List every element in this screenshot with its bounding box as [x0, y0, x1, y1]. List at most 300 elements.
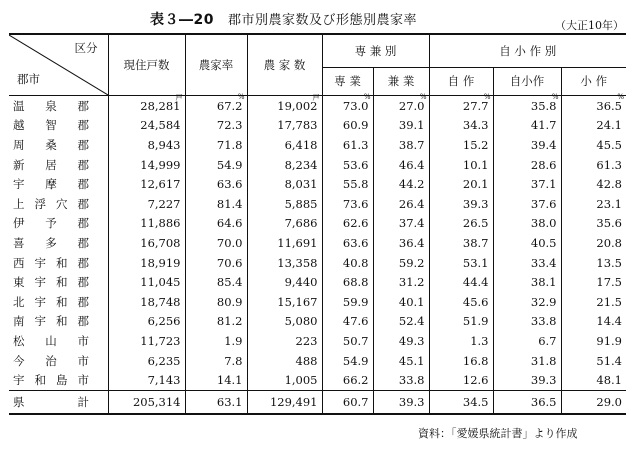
- cell-owner-tenant: [493, 93, 561, 116]
- farm-household-table: [9, 33, 626, 415]
- cell-value: 6,235: [147, 353, 181, 368]
- total-row: [9, 390, 626, 414]
- cell-parttime: [373, 135, 429, 155]
- cell-value: 61.3: [342, 137, 369, 152]
- cell-value: 12,617: [140, 177, 181, 192]
- table-row: [9, 292, 626, 312]
- cell-value: 62.6: [342, 216, 369, 231]
- cell-owner: [429, 116, 493, 136]
- cell-owner: [429, 292, 493, 312]
- cell-value: 6,418: [284, 137, 318, 152]
- cell-parttime: [373, 174, 429, 194]
- cell-value: 8,234: [284, 157, 318, 172]
- cell-owner: [429, 135, 493, 155]
- region-name: 伊予郡: [13, 216, 89, 231]
- cell-tenant: [561, 135, 626, 155]
- cell-tenant: [561, 272, 626, 292]
- cell-value: 6,256: [147, 314, 181, 329]
- cell-households: [108, 370, 185, 390]
- cell-value: 52.4: [398, 314, 425, 329]
- cell-value: 7,143: [147, 373, 181, 388]
- cell-tenant: [561, 312, 626, 332]
- region-name-cell: [9, 390, 108, 414]
- cell-value: 205,314: [132, 394, 181, 409]
- region-name-cell: [9, 155, 108, 175]
- cell-owner-tenant: [493, 292, 561, 312]
- cell-tenant: [561, 174, 626, 194]
- cell-value: 37.6: [530, 196, 557, 211]
- region-name: 北宇和郡: [13, 294, 89, 309]
- cell-farm-rate: [185, 135, 247, 155]
- cell-owner-tenant: [493, 233, 561, 253]
- cell-farm-rate: [185, 272, 247, 292]
- cell-value: 14.1: [216, 373, 243, 388]
- cell-value: 8,031: [284, 177, 318, 192]
- corner-bottom-label: 郡市: [17, 72, 40, 86]
- cell-value: 17.5: [596, 275, 622, 290]
- cell-value: 14,999: [140, 157, 181, 172]
- cell-owner: [429, 174, 493, 194]
- cell-value: 31.8: [530, 353, 557, 368]
- unit-label: %: [551, 93, 559, 101]
- cell-fulltime: [322, 272, 373, 292]
- cell-value: 5,885: [284, 196, 318, 211]
- cell-value: 15.2: [462, 137, 489, 152]
- cell-households: [108, 331, 185, 351]
- cell-value: 7,686: [284, 216, 318, 231]
- cell-tenant: [561, 253, 626, 273]
- region-name-cell: [9, 370, 108, 390]
- cell-value: 81.4: [216, 196, 243, 211]
- cell-value: 11,045: [140, 275, 181, 290]
- unit-label: %: [237, 93, 245, 101]
- cell-fulltime: [322, 214, 373, 234]
- cell-parttime: [373, 93, 429, 116]
- unit-label: 戸: [175, 94, 183, 102]
- cell-value: 59.2: [398, 255, 425, 270]
- cell-farm-count: [247, 292, 322, 312]
- cell-owner: [429, 331, 493, 351]
- cell-value: 81.2: [216, 314, 243, 329]
- table-row: [9, 331, 626, 351]
- cell-fulltime: [322, 331, 373, 351]
- cell-value: 73.6: [342, 196, 369, 211]
- header-fulltime: 専 業: [322, 67, 373, 95]
- region-name-cell: [9, 96, 108, 116]
- cell-value: 24,584: [140, 118, 181, 133]
- cell-farm-count: [247, 155, 322, 175]
- cell-fulltime: [322, 390, 373, 414]
- region-name: 松山市: [13, 333, 89, 348]
- cell-value: 33.8: [398, 373, 425, 388]
- cell-tenant: [561, 155, 626, 175]
- cell-value: 23.1: [596, 196, 622, 211]
- cell-fulltime: [322, 116, 373, 136]
- cell-value: 40.5: [530, 235, 557, 250]
- header-group-fulltime: 専 兼 別: [322, 34, 429, 67]
- cell-value: 39.3: [398, 394, 425, 409]
- region-name-cell: [9, 233, 108, 253]
- cell-owner: [429, 93, 493, 116]
- corner-header-cell: [9, 34, 108, 96]
- region-name-cell: [9, 292, 108, 312]
- cell-value: 18,919: [140, 255, 181, 270]
- cell-farm-rate: [185, 116, 247, 136]
- cell-farm-rate: [185, 174, 247, 194]
- cell-value: 53.1: [462, 255, 489, 270]
- cell-value: 64.6: [216, 216, 243, 231]
- cell-value: 35.6: [596, 216, 622, 231]
- cell-value: 7.8: [224, 353, 243, 368]
- cell-value: 67.2: [216, 98, 243, 113]
- cell-value: 70.0: [216, 235, 243, 250]
- cell-parttime: [373, 233, 429, 253]
- cell-tenant: [561, 93, 626, 116]
- cell-value: 38.7: [398, 137, 425, 152]
- table-row: [9, 96, 626, 116]
- header-households: 現住戸数: [108, 34, 185, 96]
- cell-owner: [429, 312, 493, 332]
- cell-households: [108, 174, 185, 194]
- cell-farm-count: [247, 96, 322, 116]
- cell-parttime: [373, 312, 429, 332]
- cell-farm-count: [247, 370, 322, 390]
- region-name: 宇摩郡: [13, 177, 89, 192]
- header-farm-rate: 農家率: [185, 34, 247, 96]
- cell-value: 47.6: [342, 314, 369, 329]
- header-owner-tenant: 自小作: [493, 67, 561, 95]
- cell-value: 38.0: [530, 216, 557, 231]
- unit-label: %: [363, 93, 371, 101]
- cell-farm-count: [247, 351, 322, 371]
- cell-fulltime: [322, 194, 373, 214]
- cell-value: 51.9: [462, 314, 489, 329]
- cell-value: 20.8: [596, 235, 622, 250]
- cell-value: 60.9: [342, 118, 369, 133]
- cell-value: 28.6: [530, 157, 557, 172]
- region-name: 東宇和郡: [13, 275, 89, 290]
- table-row: [9, 351, 626, 371]
- region-name: 越智郡: [13, 118, 89, 133]
- region-name-cell: [9, 253, 108, 273]
- cell-tenant: [561, 370, 626, 390]
- cell-owner-tenant: [493, 331, 561, 351]
- cell-value: 27.0: [398, 98, 425, 113]
- cell-farm-count: [247, 174, 322, 194]
- table-row: [9, 194, 626, 214]
- cell-fulltime: [322, 233, 373, 253]
- cell-value: 49.3: [398, 333, 425, 348]
- cell-value: 37.1: [530, 177, 557, 192]
- cell-value: 6.7: [538, 333, 557, 348]
- cell-owner-tenant: [493, 214, 561, 234]
- cell-value: 11,691: [277, 235, 318, 250]
- cell-farm-rate: [185, 155, 247, 175]
- unit-label: %: [617, 93, 624, 101]
- cell-households: [108, 292, 185, 312]
- era-note: （大正10年）: [555, 19, 624, 32]
- cell-fulltime: [322, 93, 373, 116]
- cell-owner-tenant: [493, 351, 561, 371]
- cell-value: 66.2: [342, 373, 369, 388]
- table-row: [9, 116, 626, 136]
- cell-value: 48.1: [596, 373, 622, 388]
- cell-value: 39.3: [462, 196, 489, 211]
- cell-owner: [429, 272, 493, 292]
- cell-value: 45.1: [398, 353, 425, 368]
- cell-farm-rate: [185, 390, 247, 414]
- cell-value: 46.4: [398, 157, 425, 172]
- table-row: [9, 155, 626, 175]
- cell-value: 1.3: [470, 333, 489, 348]
- cell-owner-tenant: [493, 135, 561, 155]
- cell-owner: [429, 233, 493, 253]
- cell-households: [108, 155, 185, 175]
- cell-farm-rate: [185, 214, 247, 234]
- cell-owner: [429, 194, 493, 214]
- cell-value: 38.7: [462, 235, 489, 250]
- table-number: 表３―20: [150, 12, 214, 28]
- region-name: 喜多郡: [13, 235, 89, 250]
- cell-value: 14.4: [596, 314, 622, 329]
- cell-fulltime: [322, 351, 373, 371]
- cell-value: 36.5: [530, 394, 557, 409]
- cell-value: 55.8: [342, 177, 369, 192]
- cell-value: 12.6: [462, 373, 489, 388]
- cell-value: 26.4: [398, 196, 425, 211]
- region-name: 温泉郡: [13, 98, 89, 113]
- cell-value: 1.9: [224, 333, 243, 348]
- cell-value: 45.5: [596, 137, 622, 152]
- table-row: [9, 135, 626, 155]
- cell-owner: [429, 253, 493, 273]
- cell-farm-count: [247, 135, 322, 155]
- cell-value: 41.7: [530, 118, 557, 133]
- cell-fulltime: [322, 174, 373, 194]
- cell-value: 28,281: [140, 98, 181, 113]
- cell-value: 36.4: [398, 235, 425, 250]
- cell-value: 15,167: [277, 294, 318, 309]
- table-body: [9, 93, 626, 414]
- cell-value: 91.9: [596, 333, 622, 348]
- region-name-cell: [9, 312, 108, 332]
- cell-value: 63.6: [342, 235, 369, 250]
- header-tenant: 小 作: [561, 67, 626, 95]
- cell-value: 63.6: [216, 177, 243, 192]
- cell-value: 61.3: [596, 157, 622, 172]
- cell-farm-rate: [185, 331, 247, 351]
- cell-value: 33.8: [530, 314, 557, 329]
- cell-value: 223: [295, 333, 318, 348]
- unit-label: %: [419, 93, 427, 101]
- cell-owner-tenant: [493, 390, 561, 414]
- region-name: 周桑郡: [13, 137, 89, 152]
- table-row: [9, 272, 626, 292]
- cell-tenant: [561, 292, 626, 312]
- cell-value: 44.4: [462, 275, 489, 290]
- cell-value: 17,783: [277, 118, 318, 133]
- cell-value: 13,358: [277, 255, 318, 270]
- cell-value: 59.9: [342, 294, 369, 309]
- cell-value: 68.8: [342, 275, 369, 290]
- cell-value: 32.9: [530, 294, 557, 309]
- source-note: 資料：「愛媛県統計書」より作成: [418, 427, 578, 440]
- cell-tenant: [561, 233, 626, 253]
- table-caption: 郡市別農家数及び形態別農家率: [227, 13, 417, 28]
- cell-value: 51.4: [596, 353, 622, 368]
- cell-parttime: [373, 331, 429, 351]
- cell-parttime: [373, 253, 429, 273]
- table-row: [9, 312, 626, 332]
- cell-value: 26.5: [462, 216, 489, 231]
- cell-value: 1,005: [284, 373, 318, 388]
- table-row: [9, 174, 626, 194]
- cell-fulltime: [322, 292, 373, 312]
- cell-value: 16.8: [462, 353, 489, 368]
- region-name: 南宇和郡: [13, 314, 89, 329]
- cell-value: 53.6: [342, 157, 369, 172]
- cell-value: 36.5: [596, 98, 622, 113]
- cell-value: 34.5: [462, 394, 489, 409]
- cell-owner-tenant: [493, 116, 561, 136]
- cell-farm-count: [247, 194, 322, 214]
- cell-farm-rate: [185, 370, 247, 390]
- cell-value: 31.2: [398, 275, 425, 290]
- cell-owner: [429, 390, 493, 414]
- header-group-tenure: 自 小 作 別: [429, 34, 626, 67]
- cell-farm-rate: [185, 292, 247, 312]
- cell-value: 21.5: [596, 294, 622, 309]
- cell-farm-count: [247, 312, 322, 332]
- cell-value: 85.4: [216, 275, 243, 290]
- cell-farm-rate: [185, 351, 247, 371]
- cell-value: 18,748: [140, 294, 181, 309]
- cell-parttime: [373, 370, 429, 390]
- cell-tenant: [561, 194, 626, 214]
- cell-value: 60.7: [342, 394, 369, 409]
- cell-fulltime: [322, 155, 373, 175]
- cell-parttime: [373, 194, 429, 214]
- table-title: [150, 9, 417, 29]
- cell-tenant: [561, 351, 626, 371]
- cell-owner: [429, 351, 493, 371]
- cell-value: 10.1: [462, 157, 489, 172]
- cell-value: 5,080: [284, 314, 318, 329]
- cell-value: 71.8: [216, 137, 243, 152]
- region-name: 宇和島市: [13, 373, 89, 388]
- cell-value: 488: [295, 353, 318, 368]
- cell-value: 40.1: [398, 294, 425, 309]
- cell-value: 7,227: [147, 196, 181, 211]
- cell-value: 19,002: [277, 98, 318, 113]
- cell-farm-count: [247, 233, 322, 253]
- cell-parttime: [373, 155, 429, 175]
- cell-value: 33.4: [530, 255, 557, 270]
- cell-value: 9,440: [284, 275, 318, 290]
- cell-value: 42.8: [596, 177, 622, 192]
- region-name: 西宇和郡: [13, 255, 89, 270]
- cell-households: [108, 272, 185, 292]
- cell-households: [108, 233, 185, 253]
- cell-owner-tenant: [493, 312, 561, 332]
- cell-owner-tenant: [493, 253, 561, 273]
- region-name-cell: [9, 194, 108, 214]
- cell-value: 63.1: [216, 394, 243, 409]
- cell-value: 29.0: [596, 394, 622, 409]
- cell-parttime: [373, 272, 429, 292]
- cell-value: 129,491: [269, 394, 318, 409]
- cell-value: 16,708: [140, 235, 181, 250]
- cell-households: [108, 253, 185, 273]
- cell-value: 50.7: [342, 333, 369, 348]
- region-name: 県 計: [13, 394, 89, 409]
- cell-households: [108, 96, 185, 116]
- cell-households: [108, 194, 185, 214]
- cell-value: 11,723: [140, 333, 181, 348]
- cell-value: 39.3: [530, 373, 557, 388]
- cell-fulltime: [322, 370, 373, 390]
- region-name-cell: [9, 331, 108, 351]
- cell-owner: [429, 155, 493, 175]
- cell-value: 27.7: [462, 98, 489, 113]
- cell-parttime: [373, 292, 429, 312]
- cell-households: [108, 351, 185, 371]
- cell-value: 20.1: [462, 177, 489, 192]
- cell-farm-count: [247, 253, 322, 273]
- table-row: [9, 370, 626, 390]
- unit-label: 戸: [312, 94, 320, 102]
- cell-value: 45.6: [462, 294, 489, 309]
- cell-tenant: [561, 214, 626, 234]
- cell-value: 54.9: [216, 157, 243, 172]
- cell-tenant: [561, 331, 626, 351]
- cell-value: 44.2: [398, 177, 425, 192]
- table-row: [9, 233, 626, 253]
- cell-farm-rate: [185, 233, 247, 253]
- cell-parttime: [373, 351, 429, 371]
- cell-value: 39.1: [398, 118, 425, 133]
- header-owner: 自 作: [429, 67, 493, 95]
- cell-farm-rate: [185, 93, 247, 116]
- cell-farm-count: [247, 116, 322, 136]
- cell-farm-rate: [185, 312, 247, 332]
- cell-owner-tenant: [493, 174, 561, 194]
- region-name-cell: [9, 214, 108, 234]
- corner-top-label: 区分: [74, 41, 98, 55]
- cell-fulltime: [322, 312, 373, 332]
- cell-households: [108, 390, 185, 414]
- cell-value: 73.0: [342, 98, 369, 113]
- region-name-cell: [9, 351, 108, 371]
- cell-value: 37.4: [398, 216, 425, 231]
- cell-owner-tenant: [493, 194, 561, 214]
- cell-value: 13.5: [596, 255, 622, 270]
- cell-parttime: [373, 116, 429, 136]
- cell-owner-tenant: [493, 370, 561, 390]
- cell-value: 24.1: [596, 118, 622, 133]
- cell-households: [108, 312, 185, 332]
- cell-farm-rate: [185, 194, 247, 214]
- cell-fulltime: [322, 135, 373, 155]
- table-row: [9, 214, 626, 234]
- cell-value: 34.3: [462, 118, 489, 133]
- cell-value: 11,886: [140, 216, 181, 231]
- table-row: [9, 253, 626, 273]
- cell-farm-rate: [185, 253, 247, 273]
- cell-households: [108, 116, 185, 136]
- cell-tenant: [561, 116, 626, 136]
- cell-households: [108, 214, 185, 234]
